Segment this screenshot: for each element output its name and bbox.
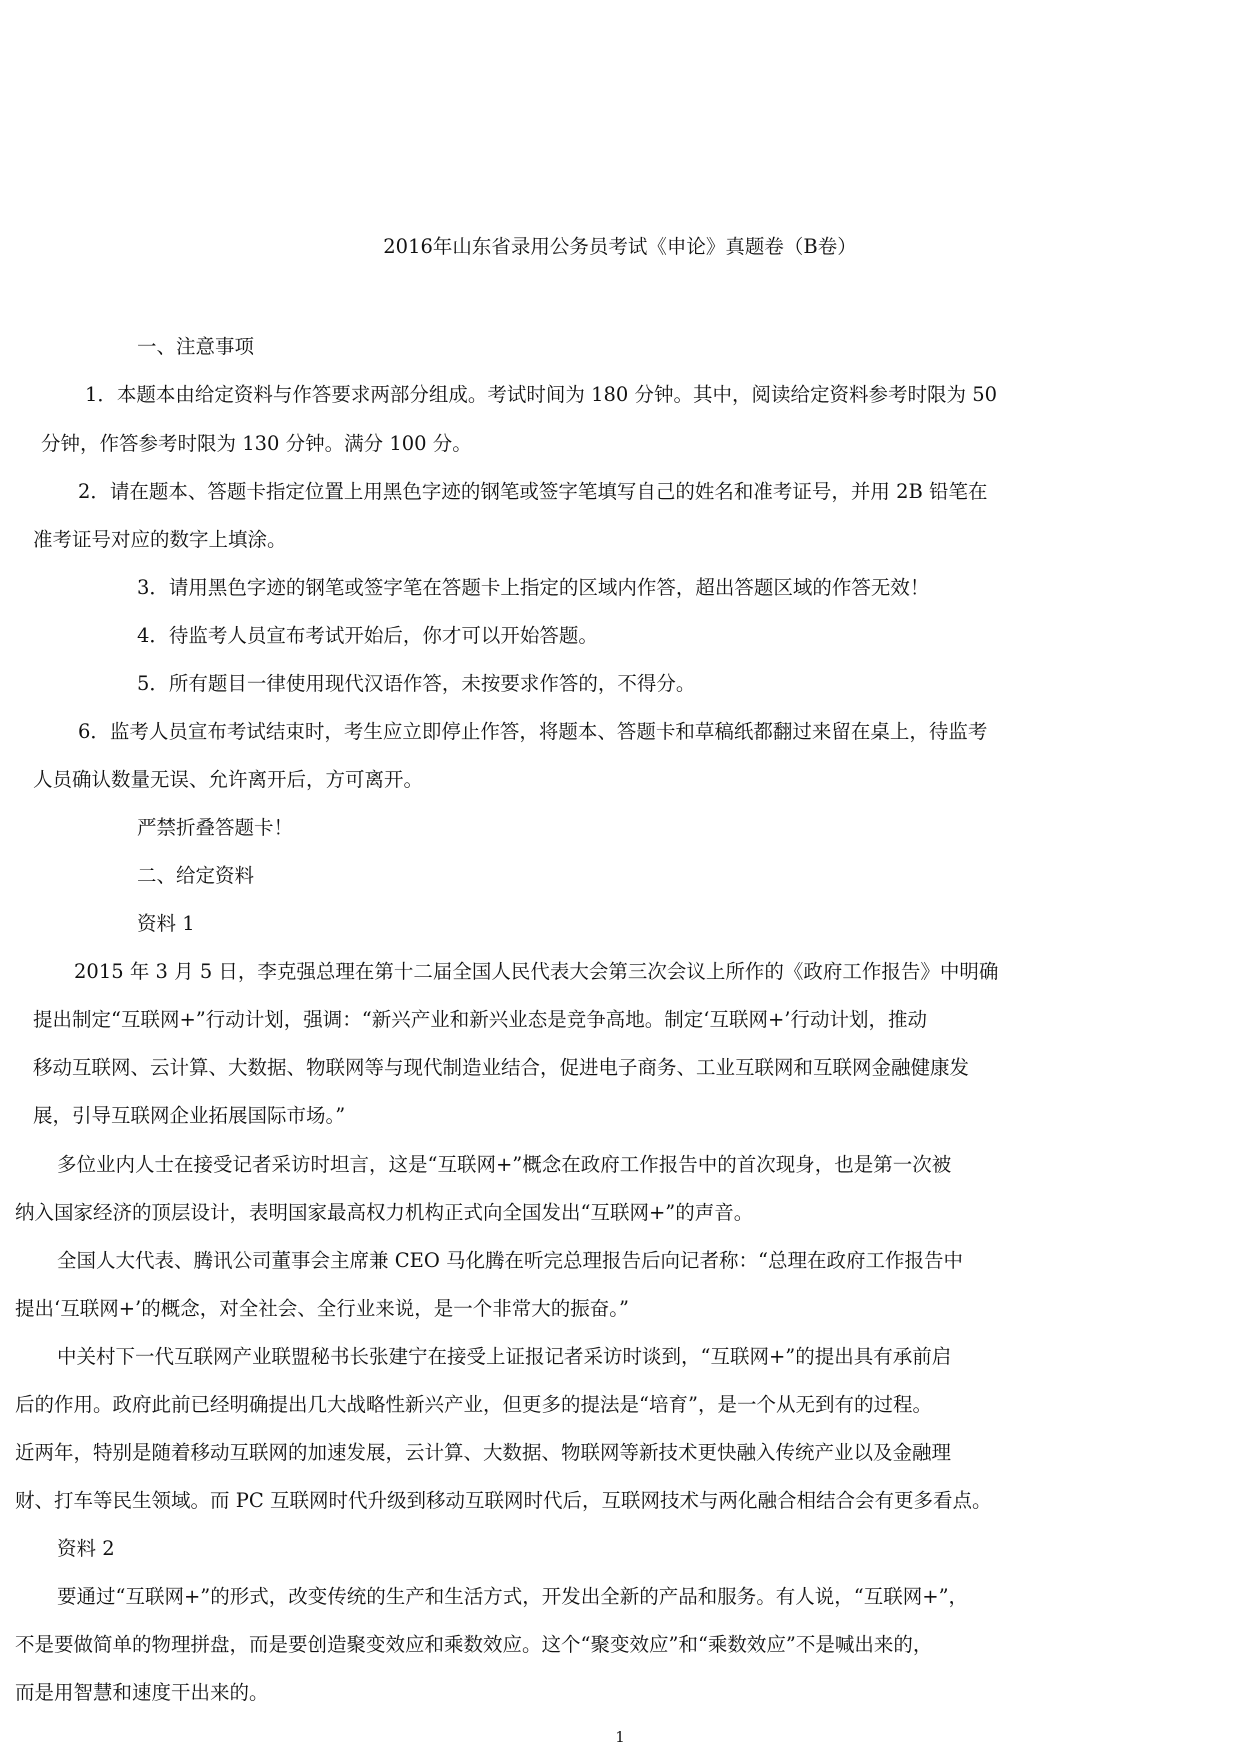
material-1-para-2-line-1: 多位业内人士在接受记者采访时坦言，这是“互联网+”概念在政府工作报告中的首次现身，也是第一次被 bbox=[57, 1153, 952, 1176]
material-1-para-3-line-2: 提出‘互联网+’的概念，对全社会、全行业来说，是一个非常大的振奋。” bbox=[15, 1297, 629, 1320]
note-2-line-1: 2．请在题本、答题卡指定位置上用黑色字迹的钢笔或签字笔填写自己的姓名和准考证号，并用 2B 铅笔在 bbox=[78, 480, 988, 503]
note-1-line-1: 1．本题本由给定资料与作答要求两部分组成。考试时间为 180 分钟。其中，阅读给定资料参考时限为 50 bbox=[85, 383, 998, 406]
material-1-para-3-line-1: 全国人大代表、腾讯公司董事会主席兼 CEO 马化腾在听完总理报告后向记者称：“总理在政府工作报告中 bbox=[57, 1249, 964, 1272]
material-1-para-4-line-2: 后的作用。政府此前已经明确提出几大战略性新兴产业，但更多的提法是“培育”，是一个从无到有的过程。 bbox=[15, 1393, 932, 1416]
note-1-line-2: 分钟，作答参考时限为 130 分钟。满分 100 分。 bbox=[41, 432, 472, 455]
material-2-label: 资料 2 bbox=[57, 1537, 115, 1560]
material-2-para-1-line-3: 而是用智慧和速度干出来的。 bbox=[15, 1681, 269, 1704]
note-5: 5．所有题目一律使用现代汉语作答，未按要求作答的，不得分。 bbox=[137, 672, 696, 695]
note-4: 4．待监考人员宣布考试开始后，你才可以开始答题。 bbox=[137, 624, 598, 647]
document-title: 2016年山东省录用公务员考试《申论》真题卷（B卷） bbox=[383, 235, 857, 258]
note-3: 3．请用黑色字迹的钢笔或签字笔在答题卡上指定的区域内作答，超出答题区域的作答无效！ bbox=[137, 576, 930, 599]
material-1-para-1-line-1: 2015 年 3 月 5 日，李克强总理在第十二届全国人民代表大会第三次会议上所作的《政府工作报告》中明确 bbox=[74, 960, 999, 983]
material-2-para-1-line-1: 要通过“互联网+”的形式，改变传统的生产和生活方式，开发出全新的产品和服务。有人说，“互联网+”， bbox=[57, 1585, 969, 1608]
section-heading-materials: 二、给定资料 bbox=[137, 864, 255, 887]
warning-line: 严禁折叠答题卡！ bbox=[137, 816, 294, 839]
material-1-para-1-line-2: 提出制定“互联网+”行动计划，强调：“新兴产业和新兴业态是竞争高地。制定‘互联网+’行动计划，推动 bbox=[33, 1008, 927, 1031]
material-1-para-1-line-4: 展，引导互联网企业拓展国际市场。” bbox=[33, 1104, 346, 1127]
material-1-para-4-line-1: 中关村下一代互联网产业联盟秘书长张建宁在接受上证报记者采访时谈到，“互联网+”的提出具有承前启 bbox=[57, 1345, 952, 1368]
page-number: 1 bbox=[615, 1728, 625, 1746]
material-1-para-2-line-2: 纳入国家经济的顶层设计，表明国家最高权力机构正式向全国发出“互联网+”的声音。 bbox=[15, 1201, 754, 1224]
material-2-para-1-line-2: 不是要做简单的物理拼盘，而是要创造聚变效应和乘数效应。这个“聚变效应”和“乘数效应”不是喊出来的， bbox=[15, 1633, 933, 1656]
note-6-line-1: 6．监考人员宣布考试结束时，考生应立即停止作答，将题本、答题卡和草稿纸都翻过来留在桌上，待监考 bbox=[78, 720, 988, 743]
material-1-para-4-line-4: 财、打车等民生领域。而 PC 互联网时代升级到移动互联网时代后，互联网技术与两化融合相结合会有更多看点。 bbox=[15, 1489, 992, 1512]
material-1-para-1-line-3: 移动互联网、云计算、大数据、物联网等与现代制造业结合，促进电子商务、工业互联网和互联网金融健康发 bbox=[33, 1056, 970, 1079]
section-heading-notes: 一、注意事项 bbox=[137, 335, 255, 358]
note-6-line-2: 人员确认数量无误、允许离开后，方可离开。 bbox=[33, 768, 424, 791]
note-2-line-2: 准考证号对应的数字上填涂。 bbox=[33, 528, 287, 551]
material-1-label: 资料 1 bbox=[137, 912, 195, 935]
material-1-para-4-line-3: 近两年，特别是随着移动互联网的加速发展，云计算、大数据、物联网等新技术更快融入传统产业以及金融理 bbox=[15, 1441, 952, 1464]
